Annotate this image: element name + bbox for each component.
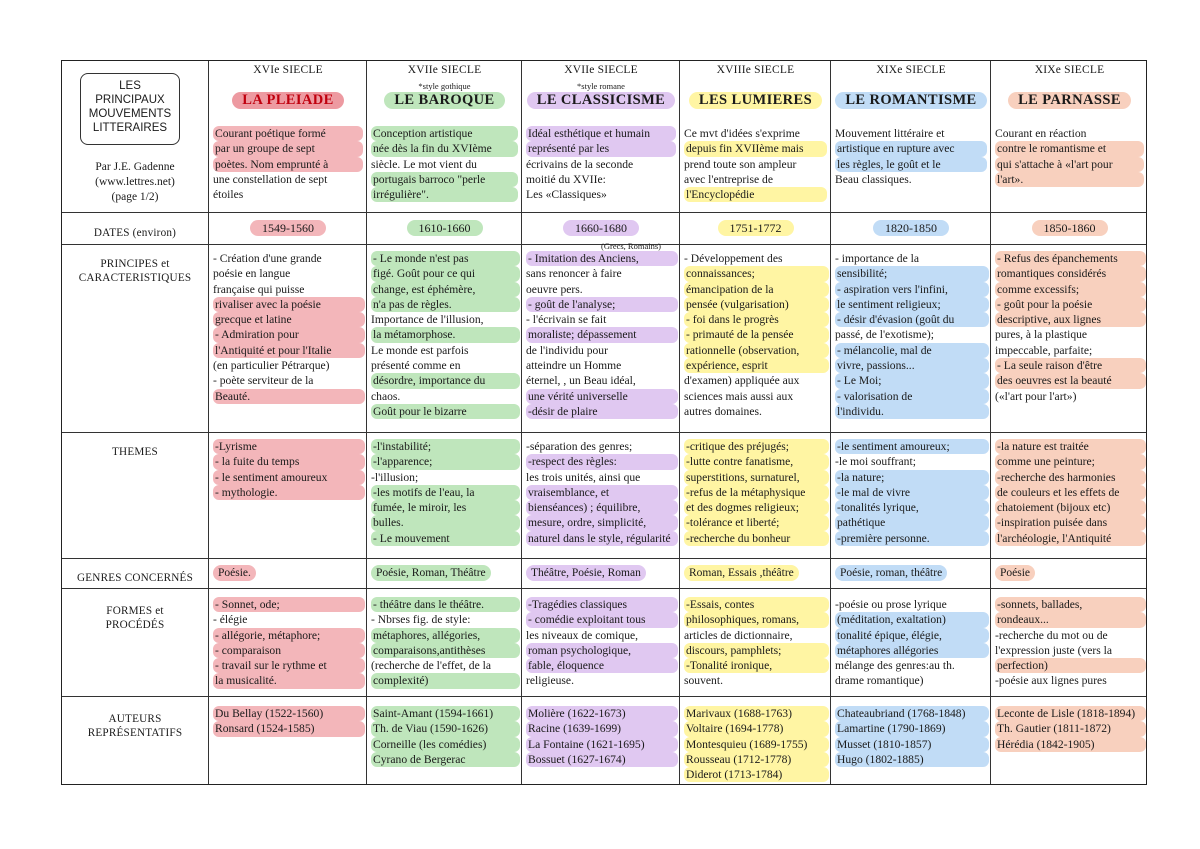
text-line: les niveaux de comique,	[526, 628, 639, 642]
text-line: descriptive, aux lignes	[995, 312, 1146, 327]
text-line: (en particulier Pétrarque)	[213, 359, 330, 373]
text-line: -l'instabilité;	[371, 439, 520, 454]
author-line: Par J.E. Gadenne	[95, 161, 175, 173]
text-line: l'individu.	[835, 404, 989, 419]
dates-value: 1610-1660	[407, 220, 483, 236]
text-line: impeccable, parfaite;	[995, 343, 1093, 357]
century-label: XIXe SIECLE	[1034, 64, 1105, 76]
dates-cell	[213, 220, 363, 236]
text-line: -inspiration puisée dans	[995, 515, 1146, 530]
dates-value: 1820-1850	[873, 220, 949, 236]
text-line: -recherche des harmonies	[995, 470, 1146, 485]
text-line: - la fuite du temps	[213, 454, 365, 469]
text-line: l'Encyclopédie	[684, 187, 827, 202]
text-line: la musicalité.	[213, 673, 365, 688]
themes-list	[213, 439, 365, 500]
row-label-formes: FORMES et PROCÉDÉS	[105, 605, 165, 631]
text-line: sensibilité;	[835, 266, 989, 281]
text-line: l'Antiquité et pour l'Italie	[213, 343, 365, 358]
row-divider	[62, 212, 1146, 213]
text-line: tonalité épique, élégie,	[835, 628, 989, 643]
text-line: de couleurs et les effets de	[995, 485, 1146, 500]
text-line: -désir de plaire	[526, 404, 678, 419]
text-line: bulles.	[371, 515, 520, 530]
text-line: - comédie exploitant tous	[526, 612, 678, 627]
text-line: - valorisation de	[835, 389, 989, 404]
text-line: -Tonalité ironique,	[684, 658, 829, 673]
text-line: Musset (1810-1857)	[835, 737, 989, 752]
text-line: Leconte de Lisle (1818-1894)	[995, 706, 1146, 721]
title-line: LITTERAIRES	[92, 122, 168, 134]
text-line: Beauté.	[213, 389, 365, 404]
text-line: grecque et latine	[213, 312, 365, 327]
themes-list	[371, 439, 520, 546]
text-line: -l'illusion;	[371, 470, 419, 484]
formes-list	[213, 597, 365, 689]
text-line: - Admiration pour	[213, 327, 365, 342]
text-line: l'art».	[995, 172, 1144, 187]
text-line: la métamorphose.	[371, 327, 520, 342]
text-line: - aspiration vers l'infini,	[835, 282, 989, 297]
text-line: avec l'entreprise de	[684, 172, 773, 186]
text-line: pathétique	[835, 515, 989, 530]
text-line: Cyrano de Bergerac	[371, 752, 520, 767]
text-line: souvent.	[684, 674, 723, 688]
text-line: - importance de la	[835, 252, 920, 265]
text-line: Courant poétique formé	[213, 126, 363, 141]
text-line: Diderot (1713-1784)	[684, 767, 829, 782]
text-line: discours, pamphlets;	[684, 643, 829, 658]
title-line: LES	[119, 80, 141, 92]
text-line: -critique des préjugés;	[684, 439, 829, 454]
text-line: - Refus des épanchements	[995, 251, 1146, 266]
text-line: Ronsard (1524-1585)	[213, 721, 365, 736]
text-line: Hérédia (1842-1905)	[995, 737, 1146, 752]
text-line: - goût de l'analyse;	[526, 297, 678, 312]
text-line: fumée, le miroir, les	[371, 500, 520, 515]
formes-list	[526, 597, 678, 689]
text-line: l'archéologie, l'Antiquité	[995, 531, 1146, 546]
auteurs-list	[684, 706, 829, 782]
text-line: - La seule raison d'être	[995, 358, 1146, 373]
text-line: vraisemblance, et	[526, 485, 678, 500]
text-line: - désir d'évasion (goût du	[835, 312, 989, 327]
text-line: Goût pour le bizarre	[371, 404, 520, 419]
text-line: naturel dans le style, régularité	[526, 531, 678, 546]
text-line: atteindre un Homme	[526, 359, 622, 373]
text-line: autres domaines.	[684, 404, 762, 418]
text-line: bienséances) ; équilibre,	[526, 500, 678, 515]
text-line: Mouvement littéraire et	[835, 127, 945, 140]
genres-value: Poésie, Roman, Théâtre	[371, 565, 491, 581]
text-line: rationnelle (observation,	[684, 343, 829, 358]
text-line: poètes. Nom emprunté à	[213, 157, 363, 172]
dates-cell	[371, 220, 518, 236]
principes-list	[835, 251, 989, 419]
movement-name-cell	[684, 92, 827, 109]
auteurs-list	[213, 706, 365, 737]
text-line: présenté comme en	[371, 359, 461, 373]
text-line: connaissances;	[684, 266, 829, 281]
text-line: -poésie ou prose lyrique	[835, 598, 947, 611]
principes-list	[684, 251, 829, 419]
movement-description	[526, 126, 676, 202]
text-line: expérience, esprit	[684, 358, 829, 373]
text-line: Idéal esthétique et humain	[526, 126, 676, 141]
movement-name: LE BAROQUE	[384, 92, 504, 109]
dates-value: 1549-1560	[250, 220, 326, 236]
movement-name: LE CLASSICISME	[527, 92, 676, 109]
text-line: écrivains de la seconde	[526, 157, 634, 171]
dates-cell	[684, 220, 827, 236]
text-line: La Fontaine (1621-1695)	[526, 737, 678, 752]
genres-value: Poésie.	[213, 565, 256, 581]
title-line: PRINCIPAUX	[95, 94, 165, 106]
col-divider	[366, 61, 367, 784]
col-divider	[679, 61, 680, 784]
genres-cell	[526, 565, 676, 581]
text-line: -recherche du mot ou de	[995, 628, 1108, 642]
genres-cell	[371, 565, 518, 581]
text-line: éternel, , un Beau idéal,	[526, 374, 636, 388]
text-line: Ce mvt d'idées s'exprime	[684, 127, 800, 140]
text-line: - mélancolie, mal de	[835, 343, 989, 358]
movement-name: LE PARNASSE	[1008, 92, 1131, 109]
text-line: -séparation des genres;	[526, 440, 633, 453]
movement-name: LA PLEIADE	[232, 92, 343, 109]
text-line: - le sentiment amoureux	[213, 470, 365, 485]
text-line: représenté par les	[526, 141, 676, 156]
text-line: Montesquieu (1689-1755)	[684, 737, 829, 752]
movement-name: LES LUMIERES	[689, 92, 822, 109]
text-line: - l'écrivain se fait	[526, 313, 607, 327]
dates-cell	[995, 220, 1144, 236]
principes-list	[371, 251, 520, 419]
movement-name-cell	[835, 92, 987, 109]
text-line: chatoiement (bijoux etc)	[995, 500, 1146, 515]
formes-list	[684, 597, 829, 689]
style-note: *style gothique	[418, 81, 471, 91]
text-line: une constellation de sept	[213, 172, 328, 186]
text-line: («l'art pour l'art»)	[995, 389, 1077, 403]
text-line: qui s'attache à «l'art pour	[995, 157, 1144, 172]
text-line: émancipation de la	[684, 282, 829, 297]
movement-name: LE ROMANTISME	[835, 92, 986, 109]
text-line: des oeuvres est la beauté	[995, 373, 1146, 388]
text-line: oeuvre pers.	[526, 282, 583, 296]
text-line: une vérité universelle	[526, 389, 678, 404]
genres-cell	[213, 565, 363, 581]
text-line: -la nature;	[835, 470, 989, 485]
century-label: XVIIe SIECLE	[407, 64, 482, 76]
text-line: religieuse.	[526, 674, 574, 688]
row-divider	[62, 432, 1146, 433]
text-line: - travail sur le rythme et	[213, 658, 365, 673]
text-line: complexité)	[371, 673, 520, 688]
text-line: métaphores, allégories,	[371, 628, 520, 643]
text-line: chaos.	[371, 389, 401, 403]
text-line: -respect des règles:	[526, 454, 678, 469]
text-line: née dès la fin du XVIème	[371, 141, 518, 156]
text-line: - foi dans le progrès	[684, 312, 829, 327]
text-line: Le monde est parfois	[371, 343, 469, 357]
genres-cell	[995, 565, 1144, 581]
genres-value: Théâtre, Poésie, Roman	[526, 565, 646, 581]
text-line: depuis fin XVIIème mais	[684, 141, 827, 156]
text-line: Racine (1639-1699)	[526, 721, 678, 736]
row-divider	[62, 558, 1146, 559]
text-line: - Le monde n'est pas	[371, 251, 520, 266]
text-line: irrégulière".	[371, 187, 518, 202]
text-line: -l'apparence;	[371, 454, 520, 469]
formes-list	[371, 597, 520, 689]
text-line: superstitions, surnaturel,	[684, 470, 829, 485]
text-line: change, est éphémère,	[371, 282, 520, 297]
dates-value: 1850-1860	[1032, 220, 1108, 236]
text-line: - goût pour la poésie	[995, 297, 1146, 312]
row-divider	[62, 588, 1146, 589]
row-label-themes: THEMES	[112, 446, 158, 458]
text-line: pensée (vulgarisation)	[684, 297, 829, 312]
text-line: Voltaire (1694-1778)	[684, 721, 829, 736]
col-divider	[830, 61, 831, 784]
row-label-auteurs: AUTEURS REPRÉSENTATIFS	[87, 713, 183, 739]
text-line: Bossuet (1627-1674)	[526, 752, 678, 767]
text-line: (recherche de l'effet, de la	[371, 659, 491, 673]
text-line: -recherche du bonheur	[684, 531, 829, 546]
text-line: rivaliser avec la poésie	[213, 297, 365, 312]
movements-table	[61, 60, 1147, 785]
text-line: Les «Classiques»	[526, 188, 607, 202]
text-line: -première personne.	[835, 531, 989, 546]
text-line: philosophiques, romans,	[684, 612, 829, 627]
text-line: siècle. Le mot vient du	[371, 157, 477, 171]
text-line: roman psychologique,	[526, 643, 678, 658]
text-line: sans renoncer à faire	[526, 267, 622, 281]
text-line: - allégorie, métaphore;	[213, 628, 365, 643]
text-line: par un groupe de sept	[213, 141, 363, 156]
text-line: - théâtre dans le théâtre.	[371, 597, 520, 612]
text-line: le sentiment religieux;	[835, 297, 989, 312]
text-line: Corneille (les comédies)	[371, 737, 520, 752]
text-line: - Développement des	[684, 252, 783, 265]
row-label-genres: GENRES CONCERNÉS	[76, 572, 194, 584]
principes-list	[213, 251, 365, 404]
text-line: -lutte contre fanatisme,	[684, 454, 829, 469]
text-line: portugais barroco "perle	[371, 172, 518, 187]
text-line: -la nature est traitée	[995, 439, 1146, 454]
document-title	[80, 73, 180, 145]
text-line: - comparaison	[213, 643, 365, 658]
text-line: Rousseau (1712-1778)	[684, 752, 829, 767]
text-line: - Création d'une grande	[213, 252, 322, 265]
genres-cell	[684, 565, 827, 581]
auteurs-list	[526, 706, 678, 767]
text-line: - mythologie.	[213, 485, 365, 500]
text-line: pures, à la plastique	[995, 328, 1088, 342]
col-divider	[990, 61, 991, 784]
themes-list	[526, 439, 678, 546]
auteurs-list	[371, 706, 520, 767]
text-line: métaphores allégories	[835, 643, 989, 658]
text-line: Chateaubriand (1768-1848)	[835, 706, 989, 721]
auteurs-list	[995, 706, 1146, 752]
text-line: Lamartine (1790-1869)	[835, 721, 989, 736]
text-line: -le moi souffrant;	[835, 455, 916, 469]
text-line: vivre, passions...	[835, 358, 989, 373]
text-line: contre le romantisme et	[995, 141, 1144, 156]
text-line: moitié du XVIIe:	[526, 172, 606, 186]
movement-name-cell	[526, 92, 676, 109]
text-line: sciences mais aussi aux	[684, 389, 794, 403]
principes-list	[995, 251, 1146, 404]
text-line: -poésie aux lignes pures	[995, 674, 1107, 688]
text-line: prend toute son ampleur	[684, 157, 797, 171]
text-line: -tolérance et liberté;	[684, 515, 829, 530]
text-line: -le mal de vivre	[835, 485, 989, 500]
text-line: n'a pas de règles.	[371, 297, 520, 312]
genres-cell	[835, 565, 987, 581]
text-line: - primauté de la pensée	[684, 327, 829, 342]
text-line: - Le mouvement	[371, 531, 520, 546]
movement-name-cell	[213, 92, 363, 109]
text-line: - élégie	[213, 613, 248, 627]
text-line: et des dogmes religieux;	[684, 500, 829, 515]
text-line: perfection)	[995, 658, 1146, 673]
text-line: - poète serviteur de la	[213, 374, 314, 388]
text-line: de l'individu pour	[526, 343, 608, 357]
themes-list	[684, 439, 829, 546]
movement-description	[835, 126, 987, 187]
text-line: les trois unités, ainsi que	[526, 470, 641, 484]
text-line: -sonnets, ballades,	[995, 597, 1146, 612]
text-line: (méditation, exaltation)	[835, 612, 989, 627]
movement-description	[371, 126, 518, 202]
movement-name-cell	[371, 92, 518, 109]
text-line: moraliste; dépassement	[526, 327, 678, 342]
genres-value: Poésie, roman, théâtre	[835, 565, 947, 581]
dates-value: 1660-1680	[563, 220, 639, 236]
text-line: - Imitation des Anciens,	[526, 251, 678, 266]
text-line: - Nbrses fig. de style:	[371, 613, 471, 627]
text-line: Hugo (1802-1885)	[835, 752, 989, 767]
dates-value: 1751-1772	[718, 220, 794, 236]
text-line: poésie en langue	[213, 267, 291, 281]
text-line: drame romantique)	[835, 674, 924, 688]
text-line: d'examen) appliquée aux	[684, 374, 800, 388]
text-line: - Le Moi;	[835, 373, 989, 388]
century-label: XVIIIe SIECLE	[716, 64, 795, 76]
text-line: Beau classiques.	[835, 172, 912, 186]
text-line: mesure, ordre, simplicité,	[526, 515, 678, 530]
text-line: romantiques considérés	[995, 266, 1146, 281]
principes-list	[526, 251, 678, 419]
principes-note: (Grecs, Romains)	[601, 241, 661, 251]
text-line: rondeaux...	[995, 612, 1146, 627]
formes-list	[995, 597, 1146, 689]
text-line: comme excessifs;	[995, 282, 1146, 297]
dates-cell	[526, 220, 676, 236]
text-line: comme une peinture;	[995, 454, 1146, 469]
text-line: -refus de la métaphysique	[684, 485, 829, 500]
row-label-dates: DATES (environ)	[93, 227, 177, 239]
dates-cell	[835, 220, 987, 236]
genres-value: Roman, Essais ,théâtre	[684, 565, 799, 581]
movement-description	[684, 126, 827, 202]
themes-list	[995, 439, 1146, 546]
text-line: Conception artistique	[371, 126, 518, 141]
title-line: MOUVEMENTS	[88, 108, 172, 120]
text-line: comparaisons,antithèses	[371, 643, 520, 658]
author-line: (page 1/2)	[111, 191, 159, 203]
formes-list	[835, 597, 989, 689]
author-credit	[62, 160, 208, 205]
text-line: articles de dictionnaire,	[684, 628, 793, 642]
text-line: désordre, importance du	[371, 373, 520, 388]
themes-list	[835, 439, 989, 546]
style-note: *style romane	[577, 81, 625, 91]
text-line: Courant en réaction	[995, 127, 1087, 140]
text-line: artistique en rupture avec	[835, 141, 987, 156]
century-label: XVIIe SIECLE	[564, 64, 638, 76]
row-label-principes: PRINCIPES et CARACTERISTIQUES	[78, 258, 192, 284]
movement-description	[213, 126, 363, 202]
text-line: -tonalités lyrique,	[835, 500, 989, 515]
text-line: -Lyrisme	[213, 439, 365, 454]
text-line: -Essais, contes	[684, 597, 829, 612]
text-line: -le sentiment amoureux;	[835, 439, 989, 454]
text-line: l'expression juste (vers la	[995, 643, 1113, 657]
century-label: XIXe SIECLE	[876, 64, 946, 76]
century-label: XVIe SIECLE	[253, 64, 323, 76]
text-line: les règles, le goût et le	[835, 157, 987, 172]
text-line: fable, éloquence	[526, 658, 678, 673]
movement-name-cell	[995, 92, 1144, 109]
text-line: Th. de Viau (1590-1626)	[371, 721, 520, 736]
text-line: passé, de l'exotisme);	[835, 328, 934, 342]
text-line: étoiles	[213, 188, 244, 202]
genres-value: Poésie	[995, 565, 1035, 581]
text-line: figé. Goût pour ce qui	[371, 266, 520, 281]
text-line: -Tragédies classiques	[526, 597, 678, 612]
text-line: Saint-Amant (1594-1661)	[371, 706, 520, 721]
text-line: Du Bellay (1522-1560)	[213, 706, 365, 721]
movement-description	[995, 126, 1144, 187]
text-line: Marivaux (1688-1763)	[684, 706, 829, 721]
text-line: - Sonnet, ode;	[213, 597, 365, 612]
author-line: (www.lettres.net)	[95, 176, 175, 188]
row-divider	[62, 696, 1146, 697]
text-line: Molière (1622-1673)	[526, 706, 678, 721]
text-line: -les motifs de l'eau, la	[371, 485, 520, 500]
col-divider	[208, 61, 209, 784]
text-line: mélange des genres:au th.	[835, 659, 955, 673]
auteurs-list	[835, 706, 989, 767]
col-divider	[521, 61, 522, 784]
text-line: Th. Gautier (1811-1872)	[995, 721, 1146, 736]
text-line: Importance de l'illusion,	[371, 313, 484, 327]
text-line: française qui puisse	[213, 282, 305, 296]
